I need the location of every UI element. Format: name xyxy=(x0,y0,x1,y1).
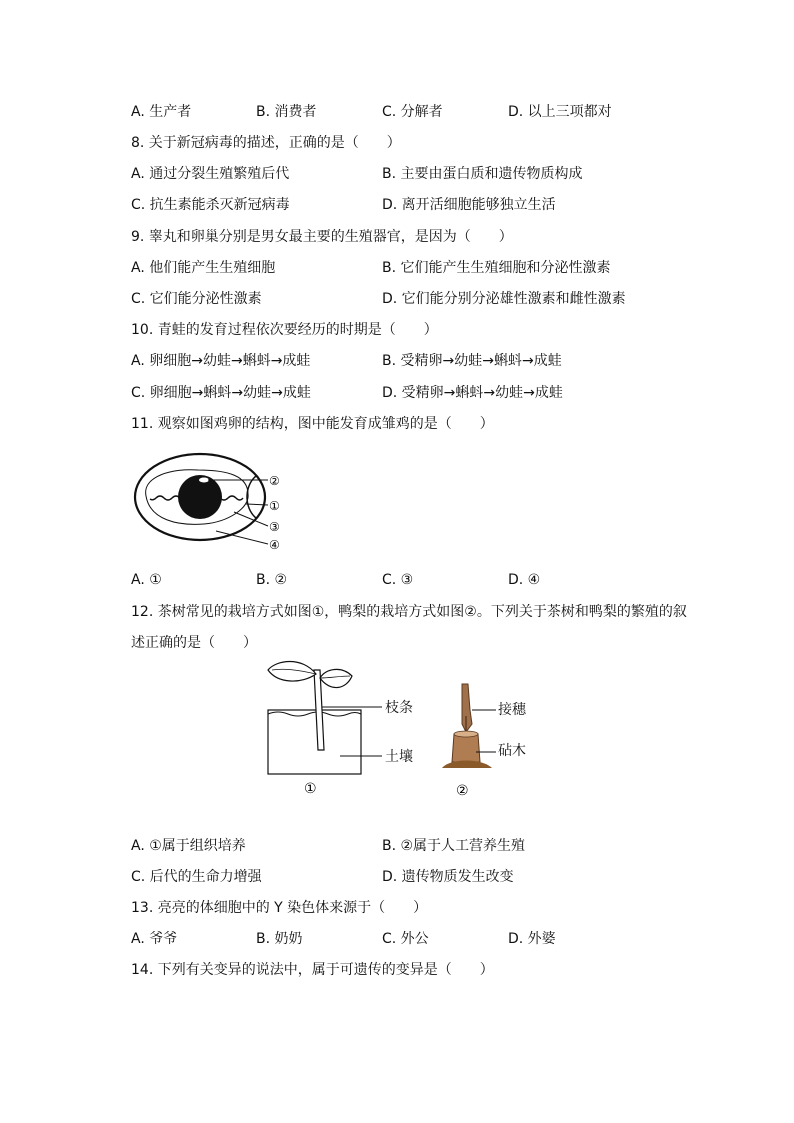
cutting-diagram xyxy=(262,652,392,798)
ground-mound xyxy=(442,761,492,769)
q7-option-c: C. 分解者 xyxy=(382,104,443,120)
cutting-caption: ① xyxy=(304,781,317,797)
q7-option-b: B. 消费者 xyxy=(256,104,317,120)
q12-stem-line1: 12. 茶树常见的栽培方式如图①，鸭梨的栽培方式如图②。下列关于茶树和鸭梨的繁殖的叙 xyxy=(131,604,687,620)
label-rootstock: 砧木 xyxy=(498,743,526,759)
q12-option-d: D. 遗传物质发生改变 xyxy=(382,869,514,885)
q8-option-d: D. 离开活细胞能够独立生活 xyxy=(382,197,556,213)
leaf-right xyxy=(320,669,352,687)
q7-option-d: D. 以上三项都对 xyxy=(508,104,612,120)
q9-option-b: B. 它们能产生生殖细胞和分泌性激素 xyxy=(382,260,611,276)
q12-option-c: C. 后代的生命力增强 xyxy=(131,869,262,885)
q13-option-c: C. 外公 xyxy=(382,931,429,947)
q11-stem: 11. 观察如图鸡卵的结构，图中能发育成雏鸡的是（ ） xyxy=(131,416,494,432)
q11-option-b: B. ② xyxy=(256,572,288,588)
q11-option-d: D. ④ xyxy=(508,572,541,588)
q9-option-d: D. 它们能分别分泌雄性激素和雌性激素 xyxy=(382,291,626,307)
egg-diagram xyxy=(128,446,288,558)
egg-yolk xyxy=(178,475,222,519)
egg-label-2: ② xyxy=(269,474,280,488)
q10-option-c: C. 卵细胞→蝌蚪→幼蛙→成蛙 xyxy=(131,385,311,401)
q8-stem: 8. 关于新冠病毒的描述，正确的是（ ） xyxy=(131,135,401,151)
q11-option-c: C. ③ xyxy=(382,572,414,588)
q9-option-c: C. 它们能分泌性激素 xyxy=(131,291,262,307)
q8-option-a: A. 通过分裂生殖繁殖后代 xyxy=(131,166,290,182)
q14-stem: 14. 下列有关变异的说法中，属于可遗传的变异是（ ） xyxy=(131,962,494,978)
q10-option-b: B. 受精卵→幼蛙→蝌蚪→成蛙 xyxy=(382,353,562,369)
q7-option-a: A. 生产者 xyxy=(131,104,192,120)
q13-stem: 13. 亮亮的体细胞中的 Y 染色体来源于（ ） xyxy=(131,900,428,916)
label-branch: 枝条 xyxy=(385,700,413,716)
scion xyxy=(462,684,472,732)
q12-option-a: A. ①属于组织培养 xyxy=(131,838,246,854)
egg-label-4: ④ xyxy=(269,538,280,552)
q13-option-a: A. 爷爷 xyxy=(131,931,178,947)
label-scion: 接穗 xyxy=(498,702,526,718)
q8-option-b: B. 主要由蛋白质和遗传物质构成 xyxy=(382,166,583,182)
soil-box xyxy=(268,710,361,774)
q9-stem: 9. 睾丸和卵巢分别是男女最主要的生殖器官，是因为（ ） xyxy=(131,229,513,245)
q13-option-b: B. 奶奶 xyxy=(256,931,303,947)
leaf-left xyxy=(268,662,316,682)
label-soil: 土壤 xyxy=(385,749,413,765)
egg-label-1: ① xyxy=(269,499,280,513)
q8-option-c: C. 抗生素能杀灭新冠病毒 xyxy=(131,197,290,213)
q10-option-a: A. 卵细胞→幼蛙→蝌蚪→成蛙 xyxy=(131,353,311,369)
q11-option-a: A. ① xyxy=(131,572,162,588)
q10-option-d: D. 受精卵→蝌蚪→幼蛙→成蛙 xyxy=(382,385,563,401)
q10-stem: 10. 青蛙的发育过程依次要经历的时期是（ ） xyxy=(131,322,438,338)
q12-option-b: B. ②属于人工营养生殖 xyxy=(382,838,526,854)
q13-option-d: D. 外婆 xyxy=(508,931,556,947)
q12-stem-line2: 述正确的是（ ） xyxy=(131,635,257,651)
egg-label-3: ③ xyxy=(269,520,280,534)
graft-caption: ② xyxy=(456,783,469,799)
germinal-disc xyxy=(199,478,209,483)
q9-option-a: A. 他们能产生生殖细胞 xyxy=(131,260,276,276)
